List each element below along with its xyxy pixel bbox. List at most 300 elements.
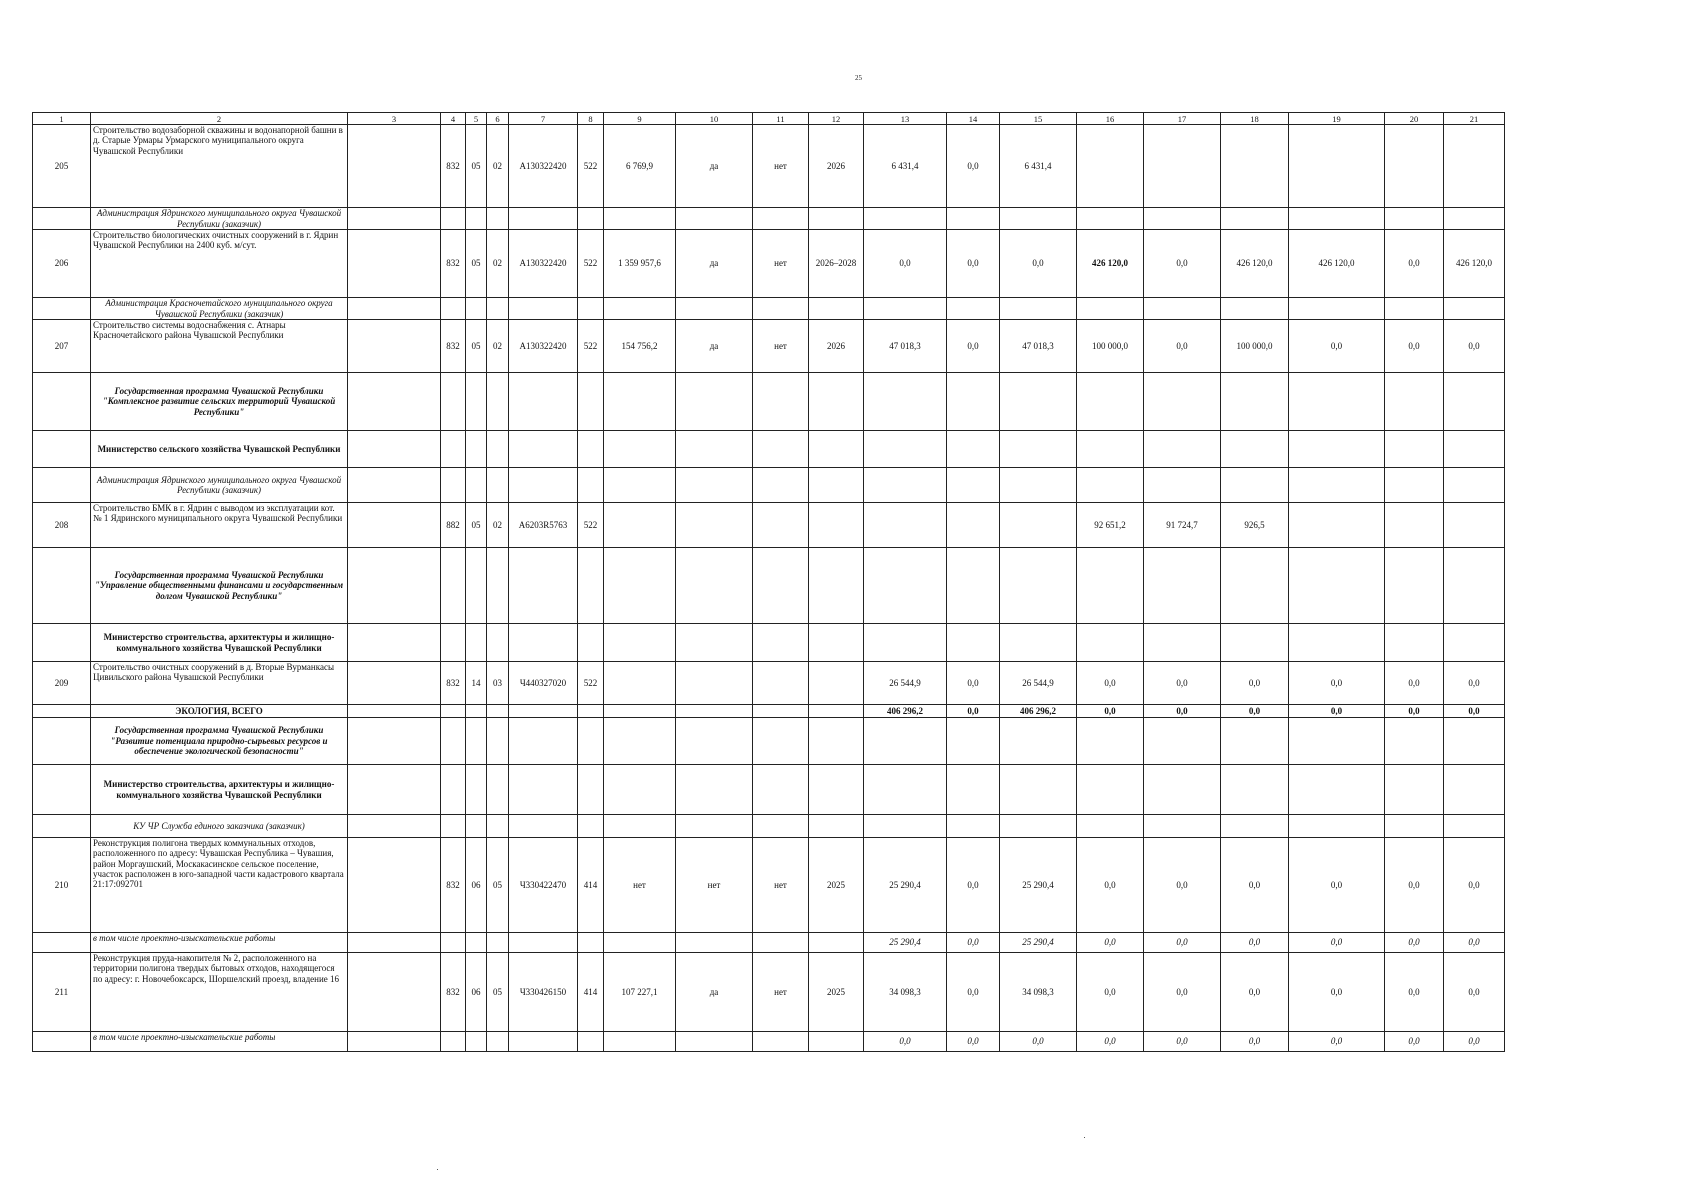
table-cell: 2025 [809,838,864,933]
section-title: Государственная программа Чувашской Республики "Управление общественными финансами и государственным долгом Чувашской Республики" [91,548,348,624]
table-cell [1385,765,1444,815]
table-cell [466,298,487,320]
section-header-row [33,718,1505,765]
section-header-row [33,298,1505,320]
table-cell: 832 [441,838,466,933]
table-cell: 0,0 [947,953,1000,1032]
table-cell [1077,624,1144,662]
table-cell [466,933,487,953]
table-cell: 0,0 [1221,838,1289,933]
table-cell: 05 [466,320,487,373]
table-cell [753,468,809,503]
table-cell [864,208,947,230]
table-cell [1144,431,1221,468]
table-cell: 05 [466,503,487,548]
table-cell: нет [753,125,809,208]
table-cell [1144,815,1221,838]
table-cell: 0,0 [1385,662,1444,705]
table-cell [809,662,864,705]
table-cell [487,1032,509,1052]
table-cell: 0,0 [1385,1032,1444,1052]
table-cell: 0,0 [1385,933,1444,953]
table-cell: 05 [487,953,509,1032]
object-name: Строительство БМК в г. Ядрин с выводом из эксплуатации кот. № 1 Ядринского муниципального округа Чувашской Республики [91,503,348,548]
table-cell [676,468,753,503]
table-cell [604,705,676,718]
table-cell [1000,503,1077,548]
table-cell [1385,468,1444,503]
table-cell [1144,624,1221,662]
section-header-row [33,548,1505,624]
column-number: 1 [33,113,91,125]
row-number-cell [33,298,91,320]
table-cell [1385,431,1444,468]
object-name: Строительство водозаборной скважины и водонапорной башни в д. Старые Урмары Урмарского муниципального округа Чувашской Республики [91,125,348,208]
table-cell: нет [753,953,809,1032]
table-cell [947,298,1000,320]
table-cell [441,815,466,838]
row-number-cell [33,548,91,624]
table-cell [348,705,441,718]
table-cell [466,431,487,468]
table-cell [509,765,578,815]
table-cell [676,503,753,548]
table-cell [1000,548,1077,624]
table-cell [1221,468,1289,503]
table-cell: 91 724,7 [1144,503,1221,548]
table-cell [466,624,487,662]
table-cell: 0,0 [947,230,1000,298]
table-cell: 0,0 [1077,933,1144,953]
table-cell: 0,0 [947,933,1000,953]
table-cell [509,373,578,431]
table-cell: 25 290,4 [1000,838,1077,933]
table-cell: 0,0 [1444,662,1505,705]
table-cell [1444,548,1505,624]
table-cell [753,624,809,662]
table-cell [1221,548,1289,624]
table-cell [1444,468,1505,503]
table-cell: да [676,230,753,298]
column-number: 19 [1289,113,1385,125]
table-cell [441,624,466,662]
table-cell: 0,0 [1385,838,1444,933]
table-cell [1289,624,1385,662]
total-row [33,705,1505,718]
table-cell: А130322420 [509,125,578,208]
table-cell: 0,0 [1444,838,1505,933]
table-cell [753,298,809,320]
table-cell: 2026 [809,320,864,373]
table-cell [466,705,487,718]
table-cell: нет [604,838,676,933]
table-cell [676,208,753,230]
table-cell [809,468,864,503]
table-cell [1444,765,1505,815]
table-cell: нет [753,230,809,298]
table-cell [509,548,578,624]
table-cell [1289,468,1385,503]
table-cell [753,548,809,624]
column-number: 8 [578,113,604,125]
table-cell [676,373,753,431]
table-cell: 522 [578,503,604,548]
table-cell [864,298,947,320]
table-cell: 406 296,2 [1000,705,1077,718]
table-cell: 0,0 [1289,705,1385,718]
table-cell: 522 [578,125,604,208]
table-cell [1289,373,1385,431]
table-cell: 0,0 [1144,320,1221,373]
table-cell [1444,298,1505,320]
table-cell [676,298,753,320]
column-number: 10 [676,113,753,125]
column-number: 16 [1077,113,1144,125]
table-cell [509,815,578,838]
table-cell [864,718,947,765]
table-cell [604,208,676,230]
table-cell: 0,0 [1000,1032,1077,1052]
table-cell [1221,815,1289,838]
table-cell: 0,0 [947,705,1000,718]
row-number-cell [33,933,91,953]
column-number: 6 [487,113,509,125]
table-cell [604,815,676,838]
column-number: 4 [441,113,466,125]
table-cell [947,503,1000,548]
section-title: Государственная программа Чувашской Республики "Комплексное развитие сельских территорий Чувашской Республики" [91,373,348,431]
table-cell [1077,125,1144,208]
section-header-row [33,624,1505,662]
table-cell [604,468,676,503]
table-cell [509,1032,578,1052]
table-cell [348,320,441,373]
section-header-row [33,431,1505,468]
table-cell: А130322420 [509,230,578,298]
column-number: 12 [809,113,864,125]
table-cell [348,373,441,431]
table-cell [487,718,509,765]
table-cell [509,624,578,662]
table-cell [348,765,441,815]
table-cell: 26 544,9 [1000,662,1077,705]
table-cell [487,298,509,320]
table-cell [1385,125,1444,208]
table-cell: 0,0 [1444,705,1505,718]
table-cell [1000,815,1077,838]
table-cell [604,548,676,624]
table-cell [1000,431,1077,468]
table-cell [1444,815,1505,838]
table-cell: 0,0 [947,320,1000,373]
table-cell [1289,815,1385,838]
table-cell [753,662,809,705]
table-cell [1221,373,1289,431]
table-cell: да [676,320,753,373]
table-cell: 0,0 [1000,230,1077,298]
table-cell [676,624,753,662]
column-number: 7 [509,113,578,125]
table-cell: 0,0 [1144,953,1221,1032]
table-cell [809,815,864,838]
column-number: 17 [1144,113,1221,125]
table-cell: 0,0 [1444,320,1505,373]
table-cell [753,1032,809,1052]
row-label: ЭКОЛОГИЯ, ВСЕГО [91,705,348,718]
table-cell: 926,5 [1221,503,1289,548]
table-cell [1444,208,1505,230]
table-cell [578,373,604,431]
table-cell: 0,0 [1289,933,1385,953]
table-cell [441,548,466,624]
table-cell [1289,125,1385,208]
table-cell: 06 [466,838,487,933]
table-cell: 2025 [809,953,864,1032]
table-cell [348,662,441,705]
section-title: КУ ЧР Служба единого заказчика (заказчик) [91,815,348,838]
table-cell [487,765,509,815]
table-cell: 34 098,3 [864,953,947,1032]
table-cell: 1 359 957,6 [604,230,676,298]
table-cell [864,373,947,431]
table-cell [578,1032,604,1052]
table-cell [348,298,441,320]
table-cell: 0,0 [1221,662,1289,705]
table-cell: 02 [487,503,509,548]
table-cell [947,765,1000,815]
table-cell [1221,624,1289,662]
table-cell [1000,298,1077,320]
table-cell [441,298,466,320]
table-cell: 522 [578,230,604,298]
table-cell [348,933,441,953]
table-cell [676,431,753,468]
table-cell [1077,548,1144,624]
table-cell: 414 [578,953,604,1032]
table-cell [809,765,864,815]
table-cell [1289,548,1385,624]
column-number: 5 [466,113,487,125]
row-number-cell: 209 [33,662,91,705]
table-cell [809,298,864,320]
section-header-row [33,373,1505,431]
column-number: 20 [1385,113,1444,125]
row-number-cell: 210 [33,838,91,933]
table-cell [1444,125,1505,208]
row-number-cell [33,373,91,431]
table-cell: 05 [466,125,487,208]
table-cell [466,718,487,765]
table-cell: 832 [441,125,466,208]
table-cell: 26 544,9 [864,662,947,705]
table-cell [604,298,676,320]
table-cell: 107 227,1 [604,953,676,1032]
object-name: Строительство системы водоснабжения с. Атнары Красночетайского района Чувашской Республики [91,320,348,373]
table-cell: да [676,125,753,208]
row-number-cell [33,815,91,838]
table-cell [604,503,676,548]
column-number: 11 [753,113,809,125]
table-cell [1221,125,1289,208]
table-cell: 0,0 [864,230,947,298]
table-cell [348,208,441,230]
row-number-cell [33,208,91,230]
section-header-row [33,765,1505,815]
table-cell: 882 [441,503,466,548]
table-cell: 522 [578,320,604,373]
table-cell [1221,765,1289,815]
table-cell [1000,373,1077,431]
table-cell: 14 [466,662,487,705]
table-cell: 6 431,4 [864,125,947,208]
table-cell [753,431,809,468]
section-title: Администрация Ядринского муниципального округа Чувашской Республики (заказчик) [91,468,348,503]
row-number-cell [33,1032,91,1052]
table-cell: 05 [487,838,509,933]
row-number-cell: 211 [33,953,91,1032]
table-cell [864,503,947,548]
section-header-row [33,468,1505,503]
table-cell: 0,0 [1385,705,1444,718]
table-cell: 0,0 [947,838,1000,933]
table-cell [487,624,509,662]
table-cell [947,373,1000,431]
table-cell [487,933,509,953]
table-cell [1000,624,1077,662]
table-cell: 426 120,0 [1289,230,1385,298]
table-cell [809,373,864,431]
table-cell [1000,208,1077,230]
subtotal-row [33,933,1505,953]
table-cell [604,1032,676,1052]
table-cell [441,373,466,431]
section-title: Администрация Ядринского муниципального округа Чувашской Республики (заказчик) [91,208,348,230]
table-cell [578,933,604,953]
table-cell [487,705,509,718]
table-cell [947,815,1000,838]
table-cell [348,838,441,933]
table-cell [487,208,509,230]
table-cell: 426 120,0 [1444,230,1505,298]
table-cell [753,705,809,718]
table-cell [676,1032,753,1052]
table-cell: нет [753,320,809,373]
table-cell: 6 431,4 [1000,125,1077,208]
table-cell: А130322420 [509,320,578,373]
page-number: 25 [855,74,862,82]
row-number-cell: 205 [33,125,91,208]
column-number: 14 [947,113,1000,125]
table-cell: 0,0 [1221,705,1289,718]
table-cell: 0,0 [1221,933,1289,953]
subtotal-row [33,1032,1505,1052]
table-cell [487,548,509,624]
table-cell [1144,208,1221,230]
table-cell: 0,0 [1144,662,1221,705]
table-cell [466,815,487,838]
table-cell: 0,0 [1077,838,1144,933]
scan-speck [437,1169,438,1170]
table-cell [1077,373,1144,431]
table-cell: 0,0 [1077,1032,1144,1052]
table-cell [1289,208,1385,230]
table-cell [604,373,676,431]
table-cell [1289,718,1385,765]
table-cell [809,718,864,765]
table-cell [947,468,1000,503]
table-cell: да [676,953,753,1032]
table-row [33,953,1505,1032]
table-cell: 0,0 [1077,662,1144,705]
table-cell [753,208,809,230]
table-cell: 47 018,3 [864,320,947,373]
table-cell [676,815,753,838]
table-cell [809,705,864,718]
table-cell: 0,0 [1289,662,1385,705]
table-cell: 0,0 [1289,953,1385,1032]
table-cell: 25 290,4 [864,838,947,933]
column-number: 13 [864,113,947,125]
table-cell: 02 [487,230,509,298]
table-cell: 0,0 [1077,953,1144,1032]
table-cell [348,718,441,765]
table-cell [466,548,487,624]
table-cell: 47 018,3 [1000,320,1077,373]
table-cell: 0,0 [1444,933,1505,953]
table-cell [441,431,466,468]
table-cell [509,208,578,230]
table-cell: 832 [441,662,466,705]
table-cell [1289,503,1385,548]
table-cell [466,373,487,431]
table-cell [441,468,466,503]
table-cell: 03 [487,662,509,705]
table-cell [753,503,809,548]
table-row [33,662,1505,705]
row-number-cell [33,468,91,503]
section-header-row [33,815,1505,838]
table-cell [1385,298,1444,320]
table-cell [578,718,604,765]
table-cell [348,230,441,298]
table-cell [753,373,809,431]
table-cell [1385,718,1444,765]
table-cell: 0,0 [947,125,1000,208]
table-cell [809,933,864,953]
table-cell [578,298,604,320]
table-cell: 34 098,3 [1000,953,1077,1032]
column-number: 15 [1000,113,1077,125]
table-cell [864,815,947,838]
table-cell [578,624,604,662]
table-cell: 426 120,0 [1077,230,1144,298]
table-cell: 0,0 [1144,705,1221,718]
table-cell [1444,431,1505,468]
table-cell: 832 [441,953,466,1032]
table-cell [1077,298,1144,320]
table-cell [348,431,441,468]
table-cell [809,208,864,230]
table-cell: 02 [487,125,509,208]
table-cell [676,765,753,815]
table-cell: 2026–2028 [809,230,864,298]
row-number-cell [33,718,91,765]
table-cell [1144,718,1221,765]
table-cell [1444,624,1505,662]
row-number-cell [33,431,91,468]
row-number-cell [33,624,91,662]
table-cell [441,765,466,815]
